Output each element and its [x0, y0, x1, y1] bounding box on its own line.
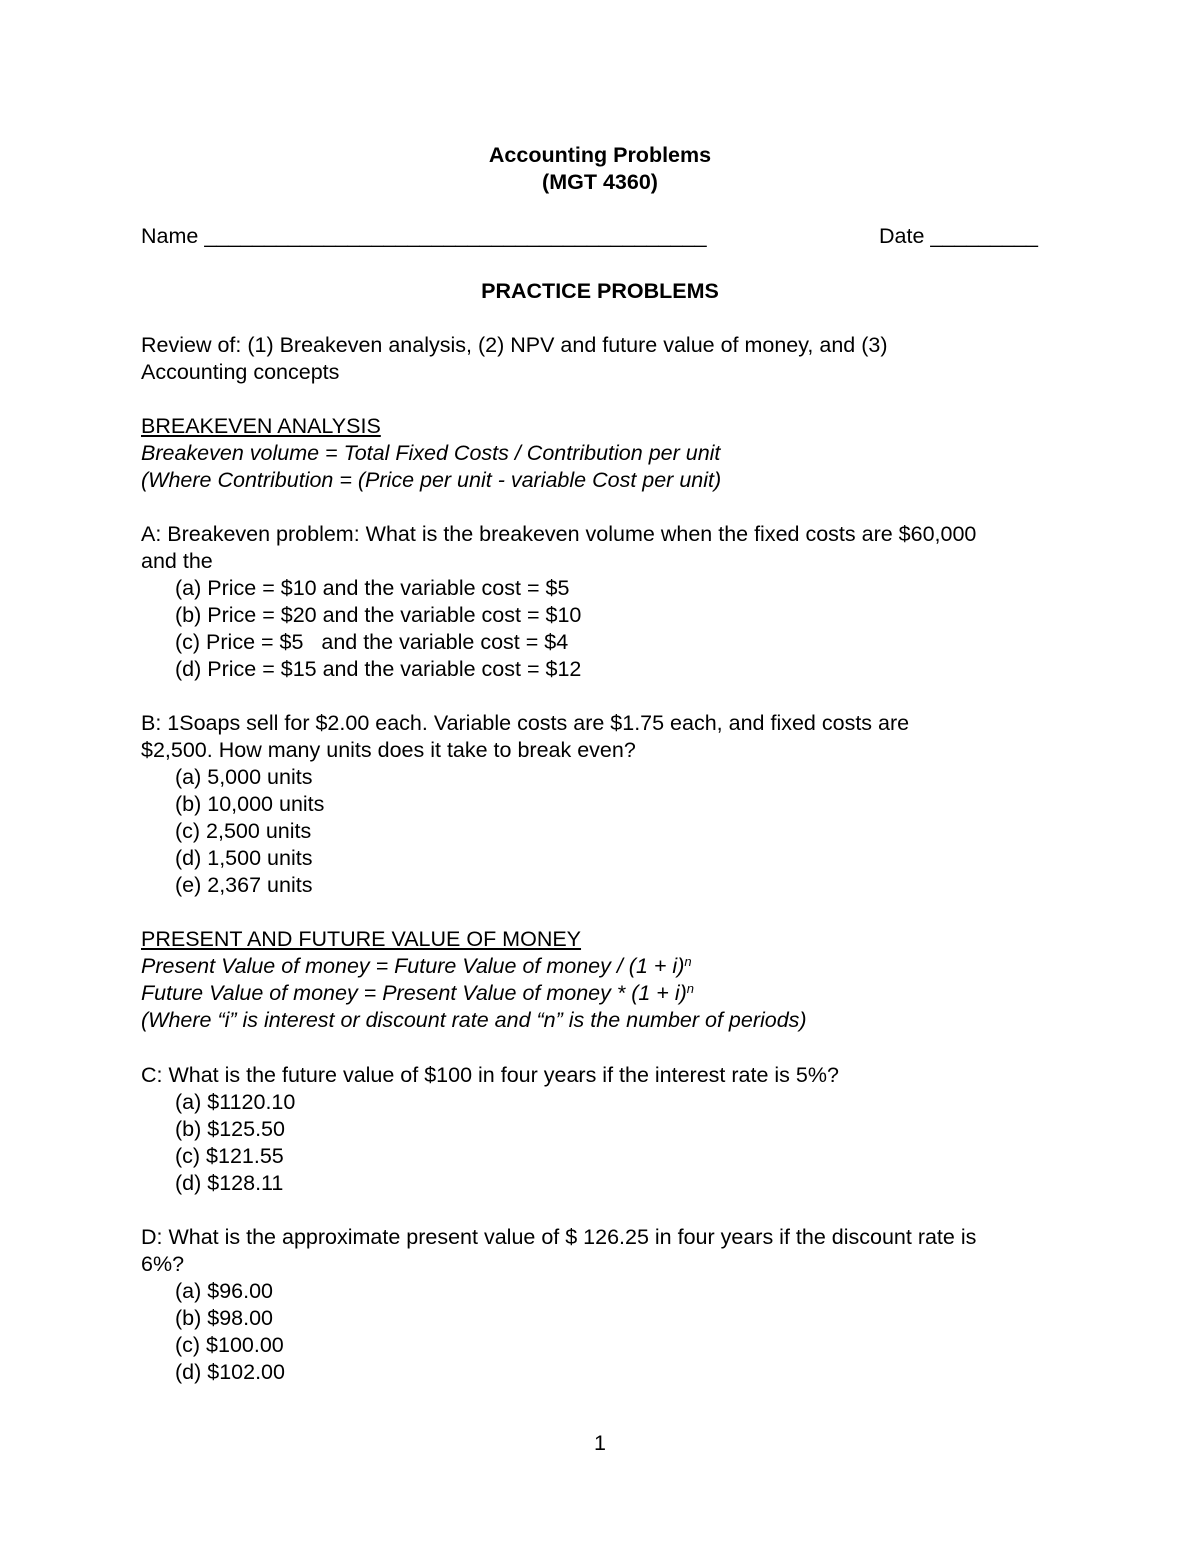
question-d-option: (b) $98.00: [175, 1306, 274, 1330]
name-field: Name __________________________________________: [141, 224, 707, 248]
breakeven-heading: BREAKEVEN ANALYSIS: [141, 414, 381, 438]
question-b-line-1: B: 1Soaps sell for $2.00 each. Variable costs are $1.75 each, and fixed costs are: [141, 711, 910, 735]
intro-line-1: Review of: (1) Breakeven analysis, (2) NPV and future value of money, and (3): [141, 333, 888, 357]
question-c-option: (d) $128.11: [175, 1171, 284, 1195]
question-d-line-2: 6%?: [141, 1252, 185, 1276]
intro-line-2: Accounting concepts: [141, 360, 340, 384]
question-d-option: (d) $102.00: [175, 1360, 285, 1384]
question-c-option: (a) $1120.10: [175, 1090, 296, 1114]
question-a-option: (d) Price = $15 and the variable cost = $12: [175, 657, 582, 681]
question-a-option: (a) Price = $10 and the variable cost = $5: [175, 576, 570, 600]
exponent-n: n: [686, 981, 694, 996]
page-number: 1: [594, 1431, 606, 1455]
question-c-line-1: C: What is the future value of $100 in four years if the interest rate is 5%?: [141, 1063, 839, 1087]
question-d-option: (a) $96.00: [175, 1279, 274, 1303]
contribution-formula: (Where Contribution = (Price per unit - variable Cost per unit): [141, 468, 722, 492]
date-field: Date _________: [879, 224, 1039, 248]
question-d-line-1: D: What is the approximate present value of $ 126.25 in four years if the discount rate is: [141, 1225, 977, 1249]
present-value-formula-text: Present Value of money = Future Value of money / (1 + i): [141, 954, 685, 978]
question-a-option: (b) Price = $20 and the variable cost = $10: [175, 603, 582, 627]
question-b-option: (d) 1,500 units: [175, 846, 313, 870]
formula-note: (Where “i” is interest or discount rate and “n” is the number of periods): [141, 1008, 807, 1032]
question-b-option: (b) 10,000 units: [175, 792, 325, 816]
breakeven-formula: Breakeven volume = Total Fixed Costs / Contribution per unit: [141, 441, 721, 465]
money-heading: PRESENT AND FUTURE VALUE OF MONEY: [141, 927, 582, 951]
section-title: PRACTICE PROBLEMS: [481, 279, 719, 303]
question-c-option: (c) $121.55: [175, 1144, 284, 1168]
present-value-formula: [141, 953, 692, 980]
question-b-option: (c) 2,500 units: [175, 819, 312, 843]
document-title: Accounting Problems: [488, 143, 712, 167]
question-d-option: (c) $100.00: [175, 1333, 284, 1357]
future-value-formula: [141, 980, 694, 1007]
question-a-line-1: A: Breakeven problem: What is the breakeven volume when the fixed costs are $60,000: [141, 522, 977, 546]
question-b-line-2: $2,500. How many units does it take to break even?: [141, 738, 636, 762]
question-c-option: (b) $125.50: [175, 1117, 285, 1141]
question-a-line-2: and the: [141, 549, 213, 573]
future-value-formula-text: Future Value of money = Present Value of money * (1 + i): [141, 981, 687, 1005]
exponent-n: n: [684, 954, 692, 969]
question-b-option: (e) 2,367 units: [175, 873, 313, 897]
course-code: (MGT 4360): [542, 170, 658, 194]
question-a-option: (c) Price = $5 and the variable cost = $4: [175, 630, 569, 654]
question-b-option: (a) 5,000 units: [175, 765, 313, 789]
